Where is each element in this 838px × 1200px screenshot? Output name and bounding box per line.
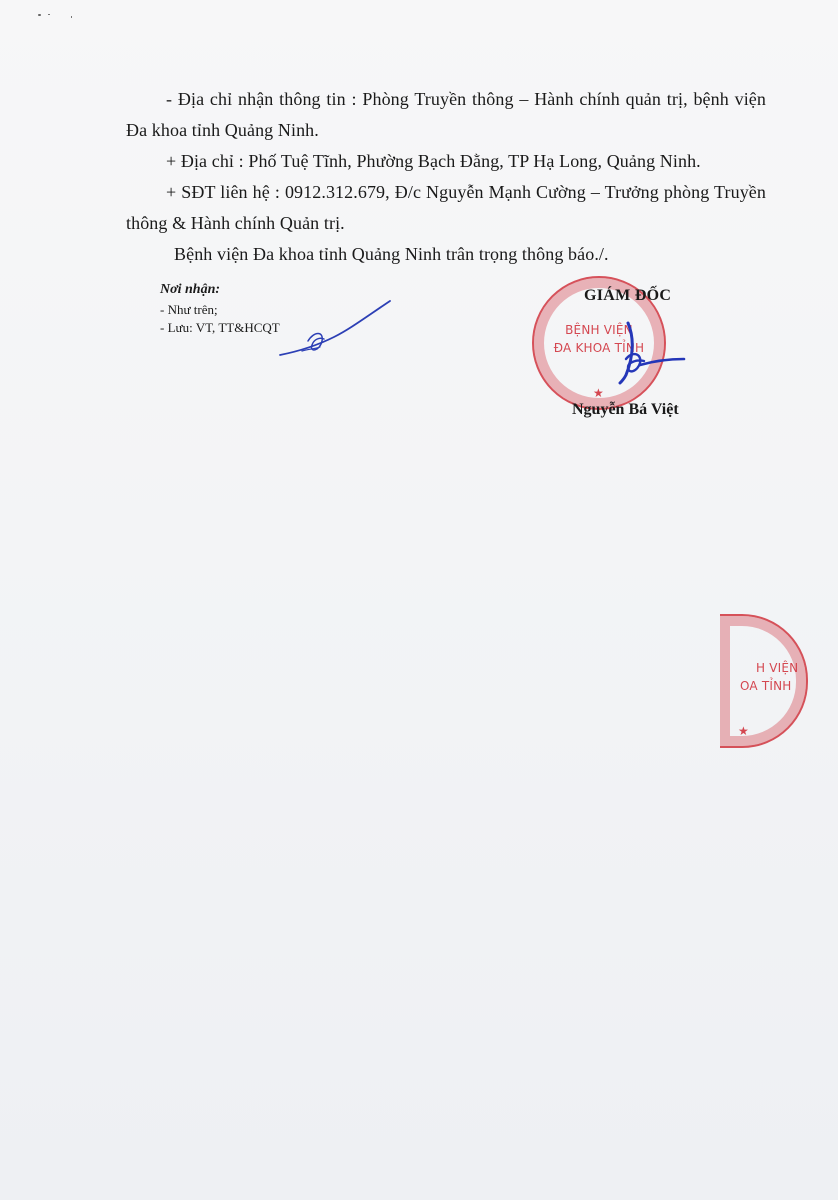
phone-contact-paragraph: + SĐT liên hệ : 0912.312.679, Đ/c Nguyễn Mạnh Cường – Trưởng phòng Truyền thông & Hành chính Quản trị. [126,182,766,233]
contact-address-paragraph: - Địa chỉ nhận thông tin : Phòng Truyền thông – Hành chính quản trị, bệnh viện Đa khoa tỉnh Quảng Ninh. [126,89,766,140]
street-address-paragraph: + Địa chỉ : Phố Tuệ Tĩnh, Phường Bạch Đằng, TP Hạ Long, Quảng Ninh. [166,151,701,171]
edge-stamp-text-line1: H VIỆN [756,661,799,675]
recipient-item: - Lưu: VT, TT&HCQT [160,320,280,335]
closing-paragraph: Bệnh viện Đa khoa tỉnh Quảng Ninh trân trọng thông báo./. [174,244,609,264]
stamp-text-line2: ĐA KHOA TỈNH [553,341,645,355]
edge-stamp-text-line2: OA TỈNH [740,679,792,693]
stamp-star-icon: ★ [593,386,604,400]
edge-stamp-star-icon: ★ [738,724,749,738]
signer-name: Nguyễn Bá Việt [572,401,679,418]
director-signature [616,321,690,385]
document-body [126,84,766,270]
scan-specks [38,14,78,24]
initial-signature [278,293,404,361]
scan-speck [71,16,72,18]
scan-speck [48,14,50,15]
recipient-item: - Như trên; [160,302,218,317]
signer-title: GIÁM ĐỐC [584,287,672,304]
recipients-heading: Nơi nhận: [160,282,221,297]
scan-speck [38,14,41,16]
stamp-text-line1: BỆNH VIỆN [565,323,633,337]
edge-stamp [720,614,808,748]
